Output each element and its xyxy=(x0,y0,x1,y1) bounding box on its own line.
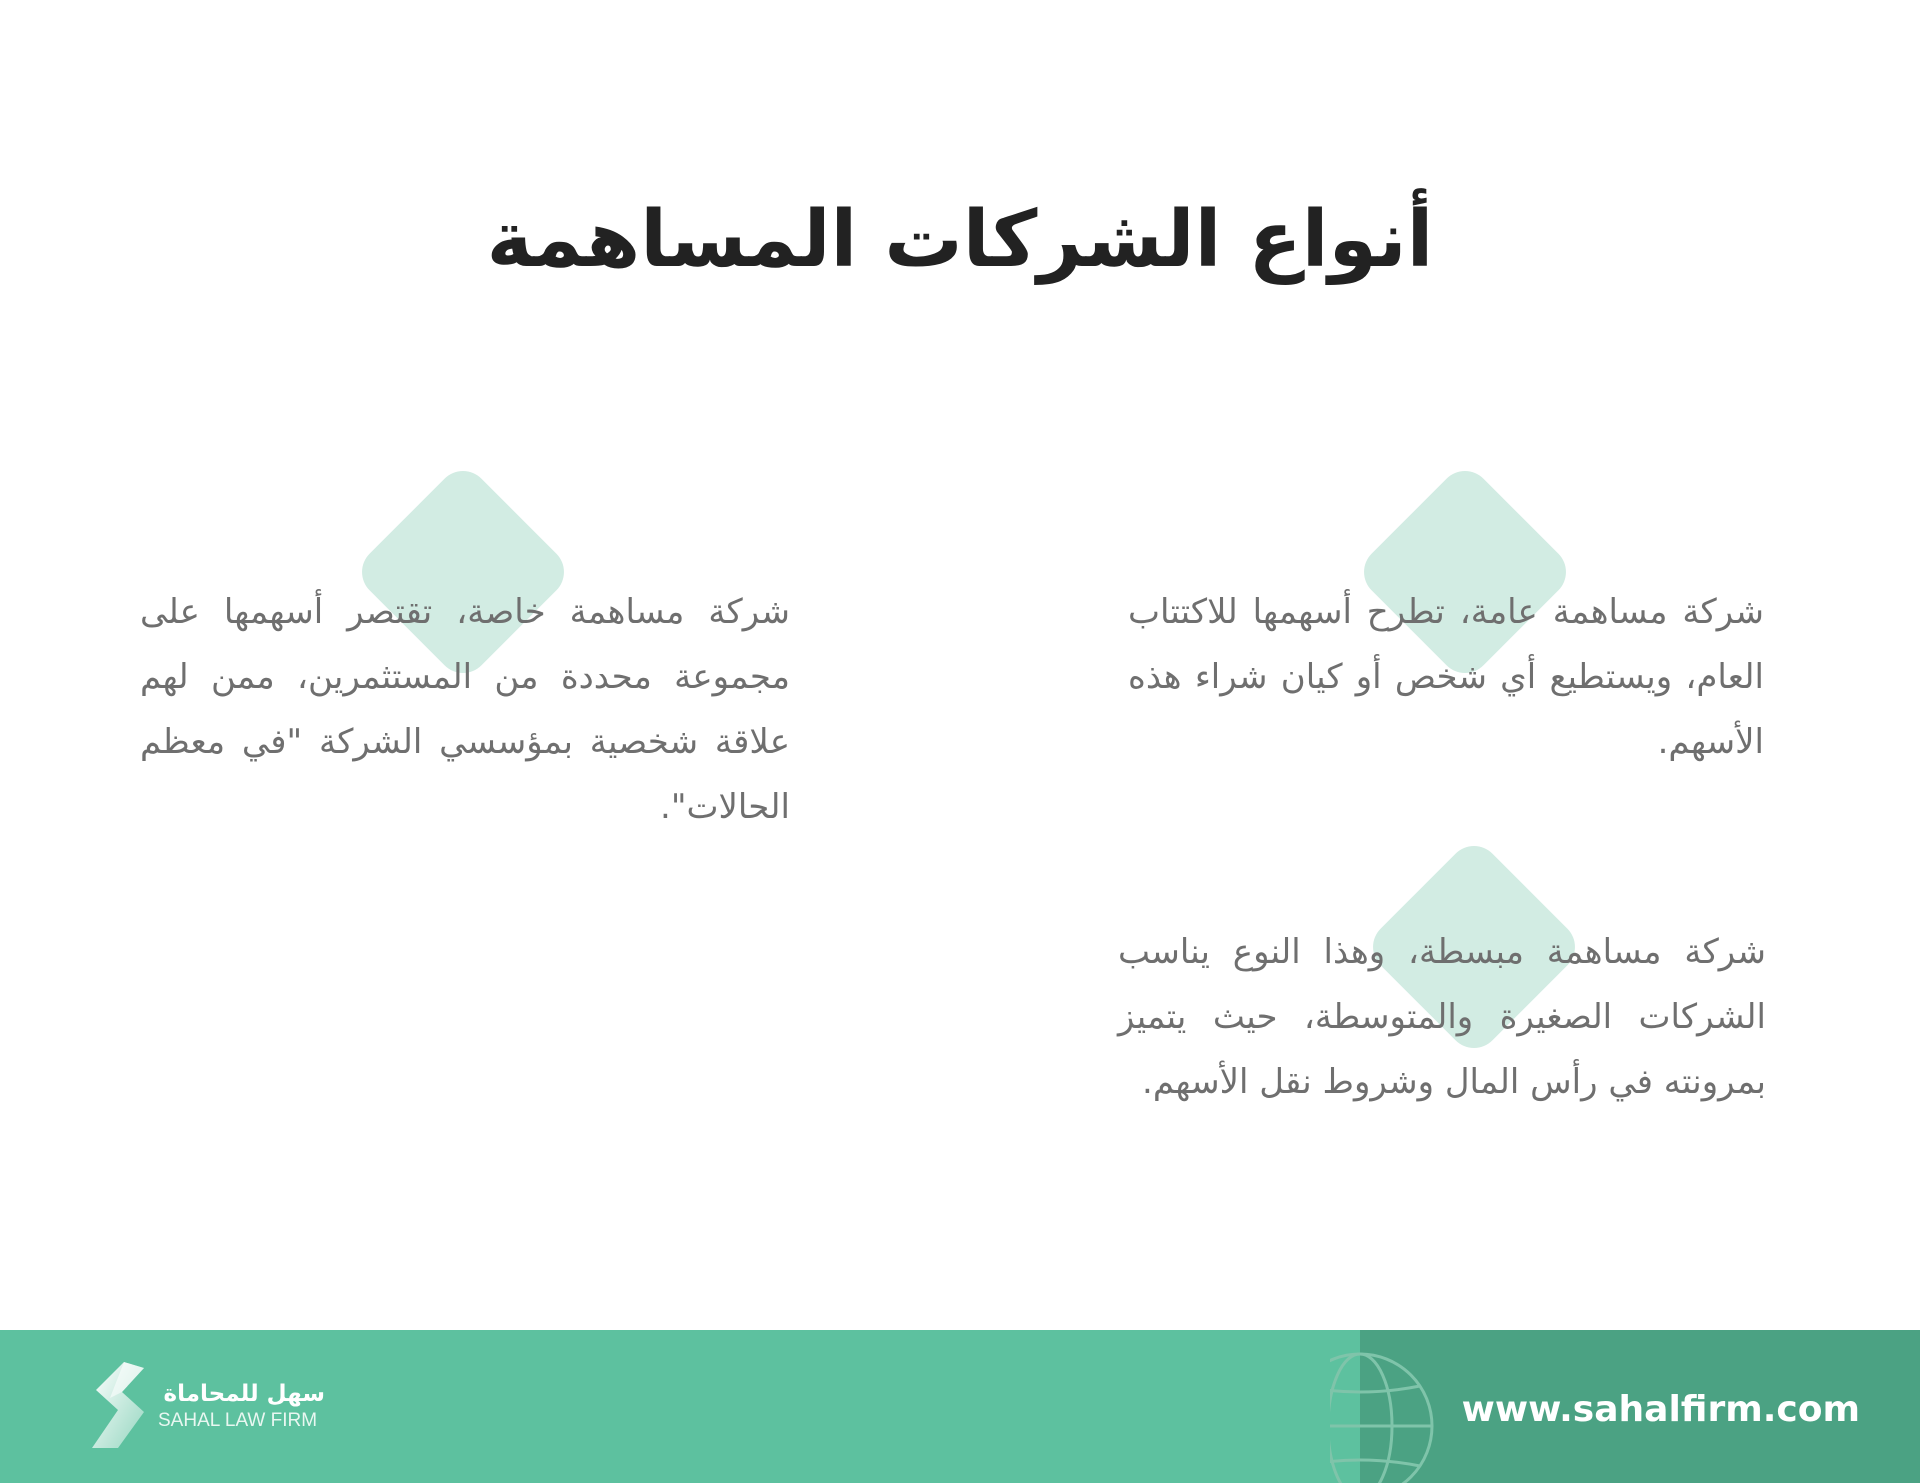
brand-name-english: SAHAL LAW FIRM xyxy=(158,1410,318,1431)
card-simplified-company-text: شركة مساهمة مبسطة، وهذا النوع يناسب الشركات الصغيرة والمتوسطة، حيث يتميز بمرونته في رأس المال وشروط نقل الأسهم. xyxy=(1118,932,1766,1102)
website-link[interactable]: www.sahalfirm.com xyxy=(1461,1389,1860,1430)
brand-name-arabic: سهل للمحاماة xyxy=(163,1381,325,1407)
page-title: أنواع الشركات المساهمة xyxy=(486,195,1434,285)
card-public-company-text: شركة مساهمة عامة، تطرح أسهمها للاكتتاب العام، ويستطيع أي شخص أو كيان شراء هذه الأسهم. xyxy=(1128,592,1764,762)
globe-icon xyxy=(1330,1340,1440,1483)
card-private-company-text: شركة مساهمة خاصة، تقتصر أسهمها على مجموعة محددة من المستثمرين، ممن لهم علاقة شخصية بمؤسسي الشركة "في معظم الحالات". xyxy=(140,592,790,827)
sahal-s-logo-icon xyxy=(88,1360,152,1452)
